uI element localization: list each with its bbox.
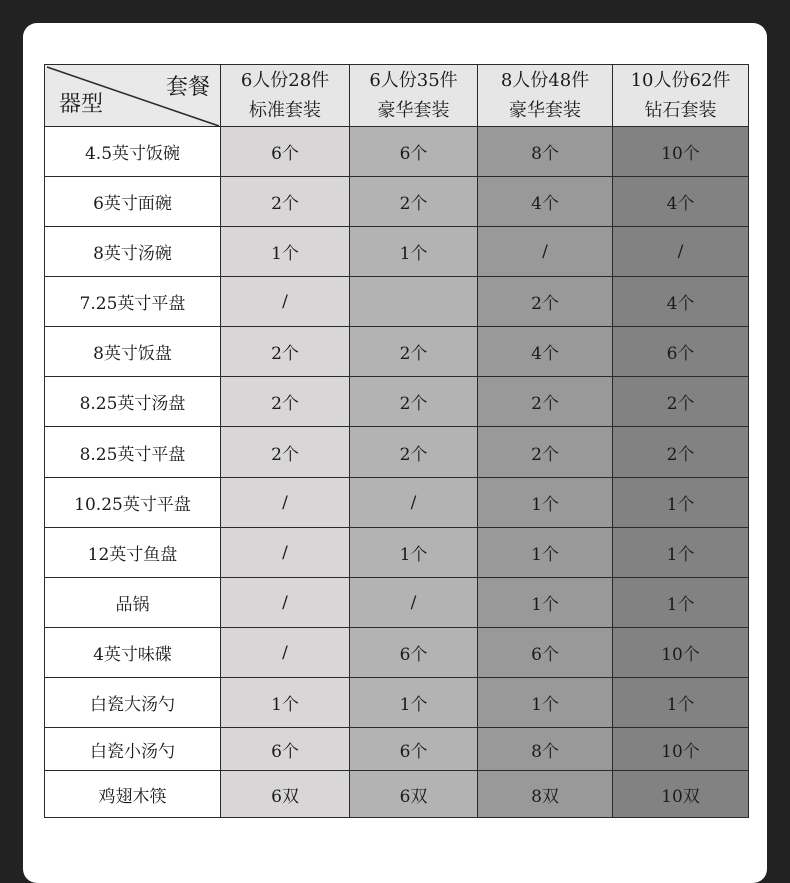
table-row [45, 127, 749, 177]
quantity-cell: 2个 [221, 427, 350, 478]
table-row [45, 327, 749, 377]
quantity-cell [350, 277, 478, 327]
quantity-cell: 2个 [613, 427, 749, 478]
quantity-cell: 1个 [478, 528, 613, 578]
quantity-cell: 2个 [478, 377, 613, 427]
quantity-cell: 8个 [478, 728, 613, 771]
quantity-cell: 2个 [350, 177, 478, 227]
quantity-cell: / [221, 528, 350, 578]
table-row [45, 277, 749, 327]
quantity-cell: 2个 [613, 377, 749, 427]
corner-bottom-label: 器型 [59, 92, 104, 117]
quantity-cell: 6个 [221, 127, 350, 177]
quantity-cell: 8个 [478, 127, 613, 177]
column-header: 8人份48件 豪华套装 [478, 65, 613, 127]
item-name-cell: 鸡翅木筷 [45, 771, 221, 818]
item-name-cell: 品锅 [45, 578, 221, 628]
corner-top-label: 套餐 [165, 75, 210, 100]
quantity-cell: 2个 [478, 277, 613, 327]
quantity-cell: 1个 [613, 478, 749, 528]
quantity-cell: 1个 [221, 227, 350, 277]
column-header: 6人份28件 标准套装 [221, 65, 350, 127]
quantity-cell: 1个 [478, 478, 613, 528]
quantity-cell: 2个 [221, 177, 350, 227]
quantity-cell: 6双 [350, 771, 478, 818]
item-name-cell: 8英寸汤碗 [45, 227, 221, 277]
quantity-cell: 10个 [613, 127, 749, 177]
quantity-cell: 6个 [221, 728, 350, 771]
quantity-cell: / [221, 478, 350, 528]
item-name-cell: 白瓷大汤勺 [45, 678, 221, 728]
item-name-cell: 8.25英寸汤盘 [45, 377, 221, 427]
quantity-cell: 10个 [613, 628, 749, 678]
table-row [45, 427, 749, 478]
item-name-cell: 7.25英寸平盘 [45, 277, 221, 327]
header-row [45, 65, 749, 127]
quantity-cell: 6个 [350, 127, 478, 177]
item-name-cell: 8.25英寸平盘 [45, 427, 221, 478]
quantity-cell: 1个 [350, 227, 478, 277]
quantity-cell: / [478, 227, 613, 277]
item-name-cell: 8英寸饭盘 [45, 327, 221, 377]
table-row [45, 478, 749, 528]
quantity-cell: 10双 [613, 771, 749, 818]
quantity-cell: / [350, 478, 478, 528]
quantity-cell: 2个 [350, 327, 478, 377]
quantity-cell: / [221, 628, 350, 678]
quantity-cell: 6双 [221, 771, 350, 818]
quantity-cell: 2个 [350, 377, 478, 427]
item-name-cell: 12英寸鱼盘 [45, 528, 221, 578]
table-body [45, 127, 749, 818]
item-name-cell: 白瓷小汤勺 [45, 728, 221, 771]
quantity-cell: 6个 [478, 628, 613, 678]
quantity-cell: 1个 [350, 678, 478, 728]
item-name-cell: 10.25英寸平盘 [45, 478, 221, 528]
quantity-cell: 1个 [613, 678, 749, 728]
quantity-cell: 1个 [613, 578, 749, 628]
quantity-cell: 4个 [613, 277, 749, 327]
quantity-cell: / [221, 578, 350, 628]
item-name-cell: 4.5英寸饭碗 [45, 127, 221, 177]
table-row [45, 578, 749, 628]
table-row [45, 227, 749, 277]
quantity-cell: 10个 [613, 728, 749, 771]
tableware-spec-table [44, 64, 749, 818]
quantity-cell: 8双 [478, 771, 613, 818]
quantity-cell: 1个 [478, 678, 613, 728]
quantity-cell: 4个 [478, 327, 613, 377]
item-name-cell: 6英寸面碗 [45, 177, 221, 227]
table-row [45, 377, 749, 427]
quantity-cell: 6个 [613, 327, 749, 377]
column-header: 10人份62件 钻石套装 [613, 65, 749, 127]
quantity-cell: 1个 [221, 678, 350, 728]
quantity-cell: / [221, 277, 350, 327]
item-name-cell: 4英寸味碟 [45, 628, 221, 678]
quantity-cell: 2个 [221, 377, 350, 427]
quantity-cell: 1个 [613, 528, 749, 578]
quantity-cell: 1个 [478, 578, 613, 628]
quantity-cell: / [613, 227, 749, 277]
quantity-cell: 6个 [350, 628, 478, 678]
quantity-cell: 2个 [350, 427, 478, 478]
quantity-cell: 1个 [350, 528, 478, 578]
quantity-cell: 4个 [613, 177, 749, 227]
table-row [45, 528, 749, 578]
quantity-cell: 4个 [478, 177, 613, 227]
quantity-cell: 2个 [478, 427, 613, 478]
table-row [45, 728, 749, 771]
quantity-cell: / [350, 578, 478, 628]
table-row [45, 177, 749, 227]
quantity-cell: 6个 [350, 728, 478, 771]
table-row [45, 771, 749, 818]
quantity-cell: 2个 [221, 327, 350, 377]
table-row [45, 678, 749, 728]
corner-header-cell [45, 65, 221, 127]
table-row [45, 628, 749, 678]
column-header: 6人份35件 豪华套装 [350, 65, 478, 127]
